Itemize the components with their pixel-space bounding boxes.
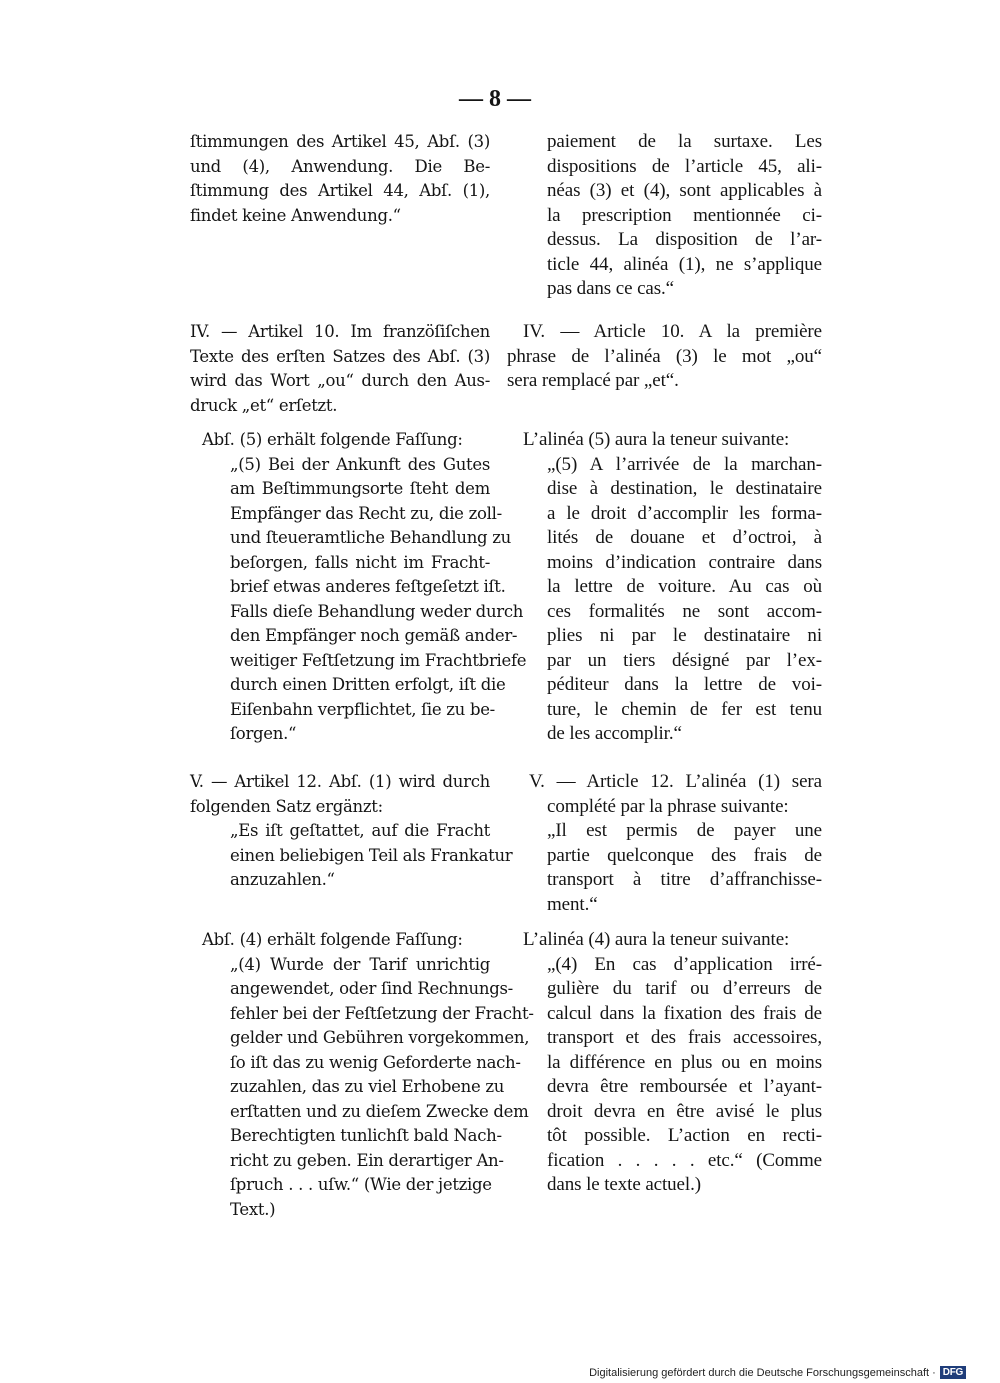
text-line: pas dans ce cas.“ <box>547 278 675 299</box>
german-block-1 <box>190 130 490 228</box>
text-line: einen beliebigen Teil als Frankatur <box>230 845 513 865</box>
text-line: druck „et“ erſetzt. <box>190 395 338 415</box>
text-line: zuzahlen, das zu viel Erhobene zu <box>230 1077 505 1096</box>
text-line: IV. — Artikel 10. Im franzöſiſchen <box>190 322 490 341</box>
text-line: „(5) Bei der Ankunft des Gutes <box>230 454 490 474</box>
french-block-2-article-10 <box>507 320 822 394</box>
french-block-3-alinea-5 <box>507 428 822 747</box>
text-line: ces formalités ne sont accom- <box>547 600 822 622</box>
text-line: la prescription mentionnée ci- <box>547 204 822 226</box>
text-line: calcul dans la fixation des frais de <box>547 1002 822 1024</box>
text-line: Empfänger das Recht zu, die zoll- <box>230 503 502 523</box>
french-block-5-alinea-4 <box>507 928 822 1198</box>
text-line: dispositions de l’article 45, ali- <box>547 155 822 177</box>
text-line: devra être remboursée et l’ayant- <box>547 1076 822 1097</box>
german-block-5-abs-4 <box>190 928 534 1222</box>
text-line: ſpruch . . . uſw.“ (Wie der jetzige <box>230 1175 492 1194</box>
text-line: a le droit d’accomplir les forma- <box>547 502 822 524</box>
text-line: phrase de l’alinéa (3) le mot „ou“ <box>507 345 822 367</box>
text-line: transport à titre d’affranchisse- <box>547 869 822 890</box>
text-line: la différence en plus ou en moins <box>547 1051 822 1073</box>
text-line: par un tiers désigné par l’ex- <box>547 649 822 671</box>
text-line: la lettre de voiture. Au cas où <box>547 576 822 597</box>
text-line: Abſ. (5) erhält folgende Faſſung: <box>202 430 463 449</box>
text-line: findet keine Anwendung.“ <box>190 205 401 225</box>
text-line: dise à destination, le destinataire <box>547 478 822 499</box>
text-line: den Empfänger noch gemäß ander- <box>230 626 518 645</box>
text-line: péditeur dans la lettre de voi- <box>547 674 822 695</box>
page-number: — 8 — <box>459 86 531 112</box>
text-line: gulière du tarif ou d’erreurs de <box>547 978 822 999</box>
german-block-3-abs-5 <box>190 428 527 747</box>
text-line: partie quelconque des frais de <box>547 844 822 866</box>
text-line: néas (3) et (4), sont applicables à <box>547 180 822 201</box>
text-line: lités de douane et d’octroi, à <box>547 527 822 548</box>
digitization-footer <box>589 1366 966 1379</box>
text-line: ticle 44, alinéa (1), ne s’applique <box>547 253 822 275</box>
french-block-1 <box>507 130 822 302</box>
text-line: erſtatten und zu dieſem Zwecke dem <box>230 1101 529 1121</box>
text-line: V. — Artikel 12. Abſ. (1) wird durch <box>190 772 490 791</box>
text-line: angewendet, oder ſind Rechnungs- <box>230 979 513 998</box>
text-line: „Es iſt geſtattet, auf die Fracht <box>230 821 490 840</box>
text-line: durch einen Dritten erfolgt, iſt die <box>230 675 506 694</box>
french-block-4-article-12 <box>507 770 822 917</box>
text-line: L’alinéa (5) aura la teneur suivante: <box>523 429 790 450</box>
text-line: und (4), Anwendung. Die Be- <box>190 156 490 176</box>
text-line: folgenden Satz ergänzt: <box>190 796 383 816</box>
text-line: transport et des frais accessoires, <box>547 1027 822 1048</box>
text-line: dans le texte actuel.) <box>547 1174 701 1195</box>
text-line: de les accomplir.“ <box>547 723 682 744</box>
text-line: wird das Wort „ou“ durch den Aus- <box>190 371 490 390</box>
text-line: IV. — Article 10. A la première <box>523 321 822 342</box>
german-block-4-article-12 <box>190 770 513 893</box>
text-line: und ſteueramtliche Behandlung zu <box>230 528 511 547</box>
text-line: tôt possible. L’action en recti- <box>547 1125 822 1146</box>
footer-text: Digitalisierung gefördert durch die Deutsche Forschungsgemeinschaft · <box>589 1366 936 1379</box>
text-line: „(4) Wurde der Tarif unrichtig <box>230 954 490 974</box>
text-line: fehler bei der Feſtſetzung der Fracht- <box>230 1003 534 1023</box>
text-line: gelder und Gebühren vorgekommen, <box>230 1028 530 1047</box>
text-line: plies ni par le destinataire ni <box>547 625 822 646</box>
text-line: ture, le chemin de fer est tenu <box>547 698 822 720</box>
text-line: droit devra en être avisé le plus <box>547 1100 822 1122</box>
text-line: moins d’indication contraire dans <box>547 551 822 573</box>
text-line: „Il est permis de payer une <box>547 820 822 841</box>
text-line: fication . . . . . etc.“ (Comme <box>547 1149 822 1171</box>
text-line: „(4) En cas d’application irré- <box>547 953 822 975</box>
text-line: ſtimmung des Artikel 44, Abſ. (1), <box>190 181 490 200</box>
text-line: L’alinéa (4) aura la teneur suivante: <box>523 929 790 950</box>
text-line: ment.“ <box>547 893 598 915</box>
text-line: ſtimmungen des Artikel 45, Abſ. (3) <box>190 132 490 151</box>
text-line: ſo iſt das zu wenig Geforderte nach- <box>230 1052 521 1072</box>
text-line: Abſ. (4) erhält folgende Faſſung: <box>202 930 463 949</box>
text-line: weitiger Feſtſetzung im Frachtbriefe <box>230 650 527 670</box>
text-line: „(5) A l’arrivée de la marchan- <box>547 453 822 475</box>
text-line: Text.) <box>230 1199 276 1219</box>
dfg-logo: DFG <box>940 1366 966 1379</box>
text-line: dessus. La disposition de l’ar- <box>547 229 822 250</box>
text-line: Berechtigten tunlichſt bald Nach- <box>230 1126 502 1145</box>
text-line: Eiſenbahn verpflichtet, ſie zu be- <box>230 699 495 719</box>
text-line: paiement de la surtaxe. Les <box>547 131 822 152</box>
text-line: Falls dieſe Behandlung weder durch <box>230 601 524 621</box>
german-block-2-article-10 <box>190 320 490 418</box>
text-line: V. — Article 12. L’alinéa (1) sera <box>529 771 822 792</box>
text-line: brief etwas anderes feſtgeſetzt iſt. <box>230 577 506 596</box>
text-line: complété par la phrase suivante: <box>547 795 789 817</box>
text-line: beſorgen, falls nicht im Fracht- <box>230 552 490 572</box>
text-line: Texte des erſten Satzes des Abſ. (3) <box>190 346 490 366</box>
text-line: am Beſtimmungsorte ſteht dem <box>230 479 490 498</box>
text-line: sera remplacé par „et“. <box>507 370 679 391</box>
text-line: anzuzahlen.“ <box>230 870 335 889</box>
text-line: ſorgen.“ <box>230 724 297 743</box>
text-line: richt zu geben. Ein derartiger An- <box>230 1150 504 1170</box>
